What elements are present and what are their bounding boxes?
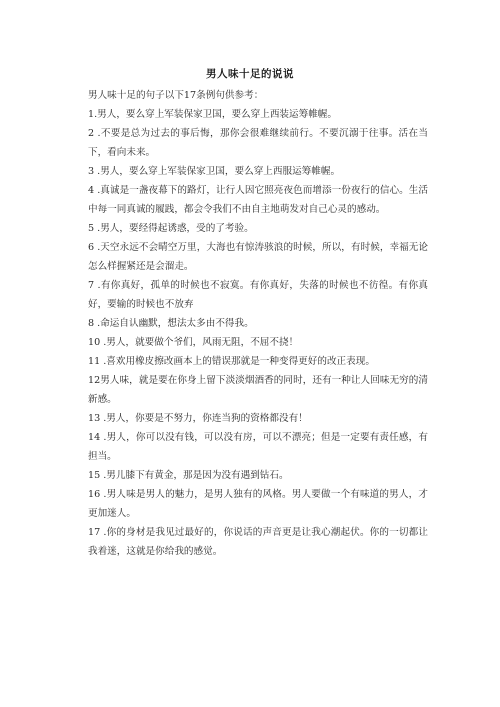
list-item: 1.男人，要么穿上军装保家卫国，要么穿上西装运筹帷幄。	[88, 109, 337, 120]
list-item: 16 .男人味是男人的魅力，是男人独有的风格。男人要做一个有味道的男人，才更加迷人。	[88, 489, 428, 519]
document-body	[88, 86, 428, 561]
list-item: 10 .男人，就要做个爷们，风雨无阻，不屈不挠！	[88, 337, 299, 348]
list-item: 5 .男人，要经得起诱惑，受的了考验。	[88, 223, 254, 234]
list-item: 8 .命运自认幽默，想法太多由不得我。	[88, 318, 254, 329]
list-item: 6 .天空永远不会晴空万里，大海也有惊涛骇浪的时候，所以，有时候，幸福无论怎么样握紧还是会溜走。	[88, 242, 428, 272]
list-item: 3 .男人，要么穿上军装保家卫国，要么穿上西服运筹帷幄。	[88, 166, 341, 177]
list-item: 17 .你的身材是我见过最好的，你说话的声音更是让我心潮起伏。你的一切都让我着迷，这就是你给我的感觉。	[88, 527, 428, 557]
list-item: 14 .男人，你可以没有钱，可以没有房，可以不漂亮；但是一定要有责任感，有担当。	[88, 432, 428, 462]
document-title: 男人味十足的说说	[206, 68, 294, 80]
list-item: 11 .喜欢用橡皮擦改画本上的错误那就是一种变得更好的改正表现。	[88, 356, 375, 367]
list-item: 4 .真诚是一盏夜幕下的路灯，让行人因它照亮夜色而增添一份夜行的信心。生活中每一同真诚的履践，都会令我们不由自主地萌发对自己心灵的感动。	[88, 185, 428, 215]
intro-paragraph: 男人味十足的句子以下17条例句供参考：	[88, 90, 264, 101]
list-item: 7 .有你真好，孤单的时候也不寂寞。有你真好，失落的时候也不彷徨。有你真好，要输的时候也不放弃	[88, 280, 428, 310]
list-item: 12男人味，就是要在你身上留下淡淡烟酒香的同时，还有一种让人回味无穷的清新感。	[88, 375, 428, 405]
list-item: 13 .男人，你要是不努力，你连当狗的资格都没有！	[88, 413, 308, 424]
list-item: 2 .不要是总为过去的事后悔，那你会很难继续前行。不要沉溺于往事。活在当下，看向未来。	[88, 128, 428, 158]
list-item: 15 .男儿膝下有黄金，那是因为没有遇到钻石。	[88, 470, 289, 481]
